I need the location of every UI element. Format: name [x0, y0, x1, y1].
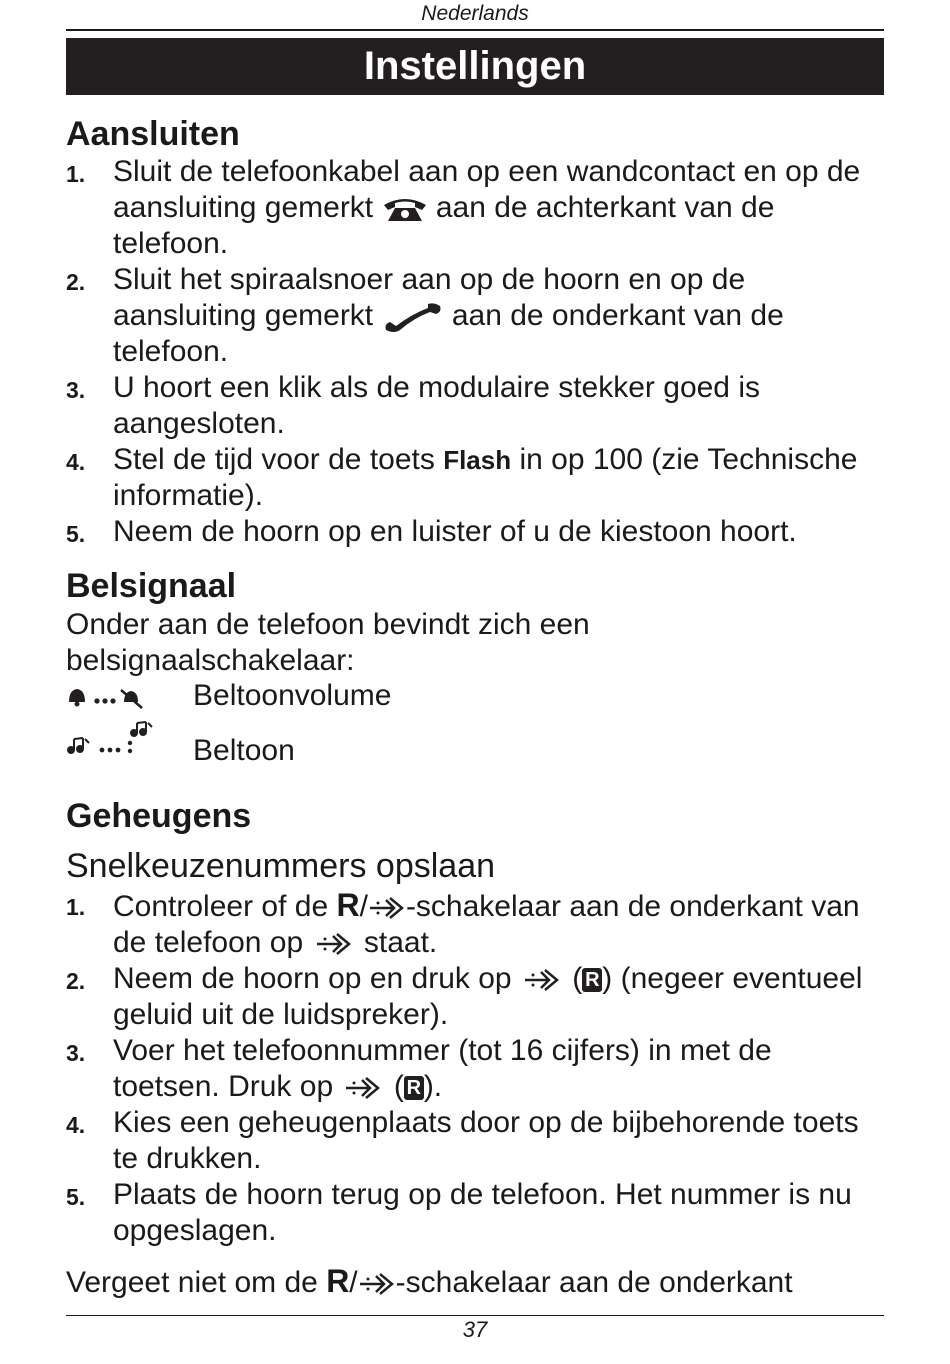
belsignaal-intro: Onder aan de telefoon bevindt zich een belsignaalschakelaar:: [66, 608, 590, 677]
switch-label: Beltoonvolume: [193, 679, 392, 712]
store-arrow-icon: [368, 895, 406, 921]
list-item: [66, 442, 866, 514]
r-symbol: R: [336, 887, 360, 923]
step-text: Controleer of de: [113, 890, 329, 923]
list-item: [66, 514, 866, 550]
step-text: Stel de tijd voor de toets: [113, 443, 435, 476]
page-number: 37: [462, 1317, 488, 1342]
switch-row-ringtone: [66, 733, 566, 773]
step-number: 2.: [66, 269, 86, 295]
step-number: 3.: [66, 1040, 86, 1066]
list-item: [66, 1105, 866, 1177]
switch-row-volume: [66, 678, 566, 718]
bell-volume-icon: [66, 684, 146, 710]
store-arrow-icon: [358, 1271, 396, 1297]
footer-rule: [66, 1315, 884, 1316]
step-text: ) (negeer eventueel geluid uit de luidspreker).: [113, 962, 863, 1031]
page-title: Instellingen: [66, 38, 884, 95]
slash-symbol: /: [359, 890, 368, 923]
step-number: 5.: [66, 521, 86, 547]
step-text: Neem de hoorn op en druk op: [113, 962, 512, 995]
footer-note: [66, 1263, 886, 1301]
step-text: (: [393, 1070, 404, 1103]
header-rule: [66, 29, 884, 31]
r-key-icon: R: [582, 968, 602, 992]
handset-icon: [382, 302, 444, 332]
step-text: Plaats de hoorn terug op de telefoon. Het nummer is nu opgeslagen.: [113, 1178, 852, 1247]
step-text: aan de onderkant van de telefoon.: [113, 299, 784, 368]
geheugens-steps: [66, 887, 866, 1249]
r-key-icon: R: [404, 1076, 424, 1100]
list-item: [66, 154, 866, 262]
list-item: [66, 370, 866, 442]
flash-key-label: Flash: [443, 445, 512, 475]
note-text: Vergeet niet om de: [66, 1266, 318, 1299]
step-number: 4.: [66, 1112, 86, 1138]
step-text: -schakelaar aan de onderkant van de telefoon op: [113, 890, 860, 959]
note-text: -schakelaar aan de onderkant: [395, 1266, 793, 1299]
step-number: 4.: [66, 449, 86, 475]
list-item: [66, 1033, 866, 1105]
r-symbol: R: [326, 1263, 350, 1299]
step-text: staat.: [363, 926, 438, 959]
step-text: Kies een geheugenplaats door op de bijbehorende toets te drukken.: [113, 1106, 859, 1175]
step-text: U hoort een klik als de modulaire stekker goed is aangesloten.: [113, 371, 760, 440]
ringtone-icon: [66, 721, 166, 755]
step-text: Sluit de telefoonkabel aan op een wandcontact en op de aansluiting gemerkt: [113, 155, 861, 224]
step-text: in op 100 (zie Technische informatie).: [113, 443, 858, 512]
step-text: Sluit het spiraalsnoer aan op de hoorn en op de aansluiting gemerkt: [113, 263, 746, 332]
slash-symbol: /: [349, 1266, 358, 1299]
store-arrow-icon: [341, 1075, 385, 1101]
step-text: aan de achterkant van de telefoon.: [113, 191, 775, 260]
phone-line-icon: [382, 195, 428, 223]
list-item: [66, 262, 866, 370]
step-number: 2.: [66, 968, 86, 994]
step-text: Voer het telefoonnummer (tot 16 cijfers) in met de toetsen. Druk op: [113, 1034, 772, 1103]
list-item: [66, 961, 866, 1033]
list-item: [66, 887, 866, 961]
step-number: 5.: [66, 1184, 86, 1210]
language-label: Nederlands: [421, 2, 529, 25]
section-heading-belsignaal: Belsignaal: [66, 567, 237, 605]
aansluiten-steps: [66, 154, 866, 550]
step-number: 3.: [66, 377, 86, 403]
section-heading-aansluiten: Aansluiten: [66, 115, 240, 153]
step-number: 1.: [66, 894, 86, 920]
store-arrow-icon: [312, 931, 356, 957]
subheading-snelkeuze: Snelkeuzenummers opslaan: [66, 847, 496, 885]
section-heading-geheugens: Geheugens: [66, 797, 252, 835]
list-item: [66, 1177, 866, 1249]
step-number: 1.: [66, 161, 86, 187]
store-arrow-icon: [520, 967, 564, 993]
switch-label: Beltoon: [193, 734, 295, 767]
step-text: (: [572, 962, 583, 995]
step-text: ).: [423, 1070, 443, 1103]
step-text: Neem de hoorn op en luister of u de kiestoon hoort.: [113, 515, 797, 548]
